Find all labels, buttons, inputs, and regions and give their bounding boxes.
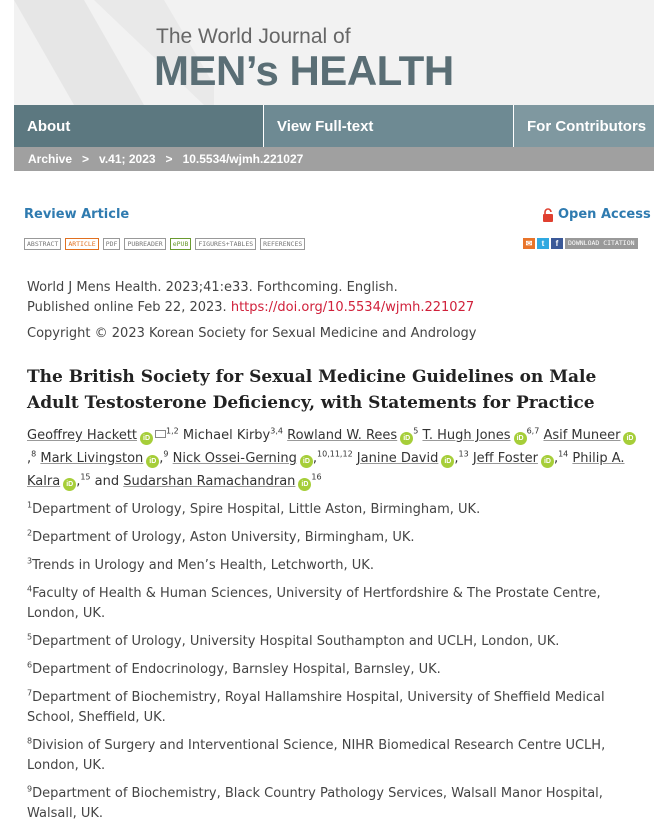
affiliation-item — [27, 736, 642, 776]
tab-epub[interactable]: ePUB — [170, 238, 192, 250]
affiliation-item — [27, 660, 642, 680]
tab-references[interactable]: REFERENCES — [260, 238, 305, 250]
tab-figures-tables[interactable]: FIGURES+TABLES — [195, 238, 256, 250]
author-affil-ref: 6,7 — [526, 426, 540, 436]
affiliation-text: Division of Surgery and Interventional Science, NIHR Biomedical Research Centre UCLH, London, UK. — [27, 738, 606, 773]
breadcrumb-archive[interactable]: Archive — [28, 152, 73, 166]
author-name[interactable]: T. Hugh Jones — [422, 428, 511, 443]
author-affil-ref: 1,2 — [166, 426, 179, 436]
orcid-icon[interactable]: iD — [63, 478, 76, 491]
tab-pdf[interactable]: PDF — [103, 238, 121, 250]
author-affil-ref: 9 — [163, 449, 169, 459]
affiliation-item — [27, 632, 642, 652]
nav-about[interactable]: About — [14, 105, 263, 147]
author-name[interactable]: Mark Livingston — [40, 451, 144, 466]
author-name: Michael Kirby — [182, 428, 271, 443]
author-affil-ref: 10,11,12 — [317, 449, 353, 459]
breadcrumb-issue[interactable]: v.41; 2023 — [99, 152, 156, 166]
affiliation-list — [27, 500, 642, 826]
affiliation-number: 8 — [27, 736, 33, 746]
affiliation-text: Department of Biochemistry, Black Country Pathology Services, Walsall Manor Hospital, Walsall, UK. — [27, 786, 603, 821]
article-type-label: Review Article — [24, 207, 130, 222]
author-affil-ref: 14 — [558, 449, 569, 459]
orcid-icon[interactable]: iD — [300, 455, 313, 468]
open-lock-icon — [542, 208, 554, 222]
email-icon[interactable] — [155, 430, 166, 438]
breadcrumb-separator: > — [165, 152, 173, 166]
author-name[interactable]: Sudarshan Ramachandran — [123, 474, 296, 489]
affiliation-text: Trends in Urology and Men’s Health, Letchworth, UK. — [32, 558, 374, 573]
breadcrumb-separator: > — [82, 152, 90, 166]
orcid-icon[interactable]: iD — [140, 432, 153, 445]
author-name[interactable]: Nick Ossei-Gerning — [172, 451, 297, 466]
author-affil-ref: 15 — [80, 472, 91, 482]
affiliation-text: Department of Urology, University Hospital Southampton and UCLH, London, UK. — [32, 634, 560, 649]
affiliation-item — [27, 784, 642, 824]
article-tabs — [24, 238, 305, 250]
journal-masthead[interactable] — [14, 0, 654, 105]
author-affil-ref: 13 — [458, 449, 469, 459]
affiliation-text: Department of Urology, Aston University, Birmingham, UK. — [32, 530, 415, 545]
affiliation-item — [27, 688, 642, 728]
affiliation-number: 6 — [27, 660, 33, 670]
citation-block — [27, 278, 647, 318]
affiliation-number: 3 — [27, 556, 33, 566]
author-list: Geoffrey Hackett iD$^{1,2}$ Michael Kirby$^{3,4}$ Rowland W. Rees $iD^5$ T. Hugh Jones iD$^{6,7}$ Asif Muneer iD ,$^8$ Mark Livingston iD ,$^9$ Nick Ossei-Gerning iD ,$^{10,11,12}$ Janine David iD ,$^{13}$ Jeff Foster iD ,$^{14}$ Philip A. Kalra iD ,$^{15}$ and Sudarshan Ramachandran $iD^{16}$ — [27, 424, 652, 493]
affiliation-number: 4 — [27, 584, 33, 594]
nav-view-full-text[interactable]: View Full-text — [263, 105, 513, 147]
affiliation-number: 7 — [27, 688, 33, 698]
twitter-icon[interactable]: t — [537, 238, 549, 249]
doi-link[interactable]: https://doi.org/10.5534/wjmh.221027 — [230, 300, 475, 315]
affiliation-item — [27, 528, 642, 548]
orcid-icon[interactable]: iD — [146, 455, 159, 468]
tab-abstract[interactable]: ABSTRACT — [24, 238, 61, 250]
citation-line: World J Mens Health. 2023;41:e33. Forthcoming. English. — [27, 280, 398, 295]
author-name[interactable]: Janine David — [356, 451, 439, 466]
affiliation-text: Faculty of Health & Human Sciences, University of Hertfordshire & The Prostate Centre, London, UK. — [27, 586, 601, 621]
affiliation-text: Department of Endocrinology, Barnsley Hospital, Barnsley, UK. — [32, 662, 441, 677]
affiliation-text: Department of Urology, Spire Hospital, Little Aston, Birmingham, UK. — [32, 502, 481, 517]
orcid-icon[interactable]: iD — [623, 432, 636, 445]
main-nav — [14, 105, 654, 147]
journal-title-top: The World Journal of — [156, 25, 351, 48]
orcid-icon[interactable]: iD — [298, 478, 311, 491]
affiliation-item — [27, 556, 642, 576]
author-affil-ref: 5 — [413, 426, 419, 436]
author-name[interactable]: Philip A. Kalra — [27, 451, 625, 489]
author-affil-ref: 16 — [311, 472, 322, 482]
author-name[interactable]: Geoffrey Hackett — [27, 428, 138, 443]
and-word: and — [94, 474, 120, 489]
open-access-badge — [542, 207, 651, 222]
tab-pubreader[interactable]: PUBREADER — [124, 238, 165, 250]
tab-article[interactable]: ARTICLE — [65, 238, 98, 250]
journal-title-main: MEN’s HEALTH — [154, 47, 454, 94]
orcid-icon[interactable]: iD — [514, 432, 527, 445]
breadcrumb-doi: 10.5534/wjmh.221027 — [182, 152, 304, 166]
breadcrumb — [14, 147, 654, 171]
published-date: Published online Feb 22, 2023. — [27, 300, 227, 315]
orcid-icon[interactable]: iD — [400, 432, 413, 445]
affiliation-item — [27, 500, 642, 520]
author-name[interactable]: Asif Muneer — [543, 428, 621, 443]
author-name[interactable]: Rowland W. Rees — [287, 428, 398, 443]
author-name[interactable]: Jeff Foster — [472, 451, 538, 466]
published-line — [27, 298, 647, 318]
copyright-notice: Copyright © 2023 Korean Society for Sexual Medicine and Andrology — [27, 326, 477, 341]
orcid-icon[interactable]: iD — [541, 455, 554, 468]
orcid-icon[interactable]: iD — [441, 455, 454, 468]
article-title: The British Society for Sexual Medicine Guidelines on Male Adult Testosterone Deficiency, with Statements for Practice — [27, 367, 597, 413]
nav-for-contributors[interactable]: For Contributors — [513, 105, 654, 147]
download-citation-button[interactable]: DOWNLOAD CITATION — [565, 238, 638, 249]
affiliation-number: 9 — [27, 784, 33, 794]
affiliation-number: 1 — [27, 500, 33, 510]
affiliation-number: 2 — [27, 528, 33, 538]
email-share-icon[interactable]: ✉ — [523, 238, 535, 249]
affiliation-item — [27, 584, 642, 624]
affiliation-text: Department of Biochemistry, Royal Hallamshire Hospital, University of Sheffield Medical School, Sheffield, UK. — [27, 690, 605, 725]
author-affil-ref: 8 — [31, 449, 37, 459]
facebook-icon[interactable]: f — [551, 238, 563, 249]
affiliation-number: 5 — [27, 632, 33, 642]
open-access-label: Open Access — [558, 207, 651, 222]
share-tools — [523, 238, 638, 249]
author-affil-ref: 3,4 — [270, 426, 283, 436]
